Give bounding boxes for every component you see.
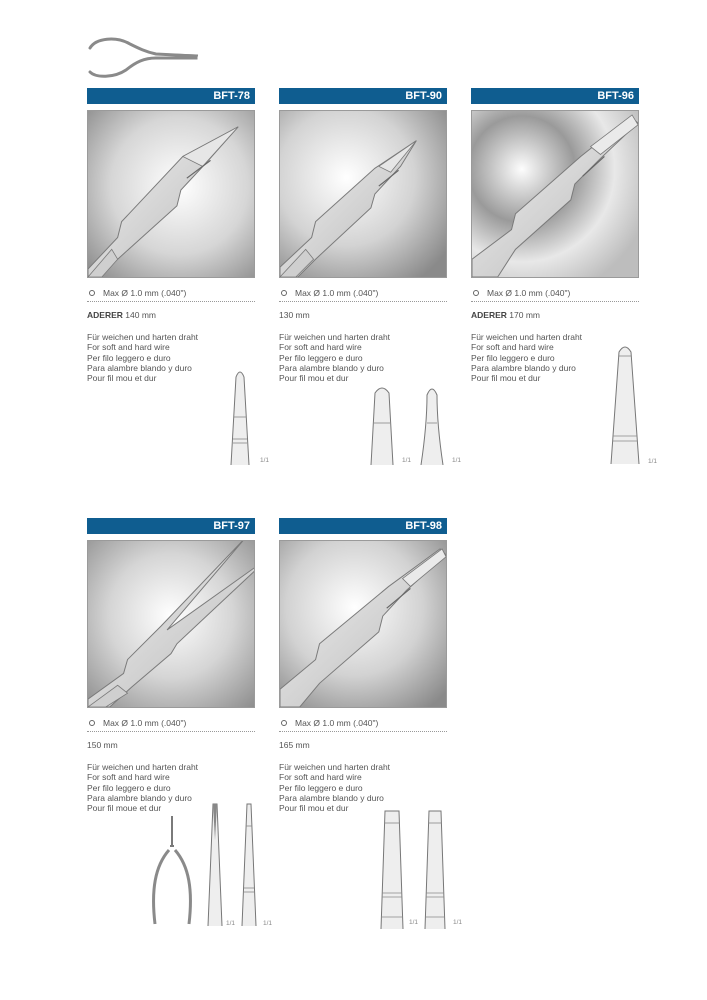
description xyxy=(279,762,447,813)
product-code-header: BFT-96 xyxy=(471,88,639,104)
bullet-icon xyxy=(473,290,479,296)
scale-label: 1/1 xyxy=(263,920,273,927)
model-line xyxy=(279,740,447,752)
description xyxy=(279,332,447,383)
product-photo xyxy=(471,110,639,278)
brand-name: ADERER xyxy=(87,310,123,320)
desc-it: Per filo leggero e duro xyxy=(87,782,171,793)
max-wire-text: Max Ø 1.0 mm (.040") xyxy=(295,718,379,728)
product-photo xyxy=(87,540,255,708)
max-wire-spec xyxy=(279,288,447,302)
model-line xyxy=(87,310,255,322)
desc-fr: Pour fil mou et dur xyxy=(279,373,349,384)
product-card-bft-90 xyxy=(279,88,447,383)
product-card-bft-97 xyxy=(87,518,255,813)
length-value: 150 mm xyxy=(87,740,118,750)
max-wire-text: Max Ø 1.0 mm (.040") xyxy=(295,288,379,298)
desc-de: Für weichen und harten draht xyxy=(87,332,199,342)
scale-label: 1/1 xyxy=(409,919,419,926)
tip-profile-drawing xyxy=(369,385,395,465)
desc-it: Per filo leggero e duro xyxy=(471,352,555,363)
desc-de: Für weichen und harten draht xyxy=(87,762,199,772)
length-value: 140 mm xyxy=(125,310,156,320)
max-wire-spec xyxy=(279,718,447,732)
max-wire-text: Max Ø 1.0 mm (.040") xyxy=(103,718,187,728)
pliers-icon xyxy=(86,36,200,80)
desc-fr: Pour fil mou et dur xyxy=(471,373,541,384)
desc-de: Für weichen und harten draht xyxy=(279,332,391,342)
desc-es: Para alambre blando y duro xyxy=(279,792,384,803)
description xyxy=(87,762,255,813)
product-code-header: BFT-98 xyxy=(279,518,447,534)
desc-it: Per filo leggero e duro xyxy=(279,352,363,363)
product-code-header: BFT-90 xyxy=(279,88,447,104)
length-value: 130 mm xyxy=(279,310,310,320)
scale-label: 1/1 xyxy=(453,919,463,926)
desc-en: For soft and hard wire xyxy=(87,772,170,783)
product-card-bft-96 xyxy=(471,88,639,383)
tip-profile-drawing xyxy=(419,385,445,465)
tip-profile-drawing xyxy=(423,809,447,929)
tip-profile-drawing xyxy=(207,800,223,926)
length-value: 170 mm xyxy=(509,310,540,320)
pliers-small-icon xyxy=(149,816,195,928)
desc-en: For soft and hard wire xyxy=(87,342,170,353)
tip-profile-drawing xyxy=(241,800,257,926)
bullet-icon xyxy=(89,290,95,296)
desc-es: Para alambre blando y duro xyxy=(87,362,192,373)
scale-label: 1/1 xyxy=(648,458,658,465)
desc-es: Para alambre blando y duro xyxy=(279,362,384,373)
desc-de: Für weichen und harten draht xyxy=(279,762,391,772)
bullet-icon xyxy=(281,290,287,296)
tip-profile-drawing xyxy=(229,367,251,465)
scale-label: 1/1 xyxy=(260,457,270,464)
desc-fr: Pour fil moue et dur xyxy=(87,803,162,814)
product-code-header: BFT-78 xyxy=(87,88,255,104)
desc-fr: Pour fil mou et dur xyxy=(279,803,349,814)
max-wire-text: Max Ø 1.0 mm (.040") xyxy=(487,288,571,298)
length-value: 165 mm xyxy=(279,740,310,750)
desc-es: Para alambre blando y duro xyxy=(471,362,576,373)
desc-en: For soft and hard wire xyxy=(279,772,362,783)
model-line xyxy=(471,310,639,322)
product-photo xyxy=(279,540,447,708)
max-wire-spec xyxy=(87,718,255,732)
bullet-icon xyxy=(281,720,287,726)
bullet-icon xyxy=(89,720,95,726)
product-code-header: BFT-97 xyxy=(87,518,255,534)
desc-it: Per filo leggero e duro xyxy=(87,352,171,363)
product-card-bft-98 xyxy=(279,518,447,813)
max-wire-text: Max Ø 1.0 mm (.040") xyxy=(103,288,187,298)
product-photo xyxy=(279,110,447,278)
model-line xyxy=(279,310,447,322)
tip-profile-drawing xyxy=(379,809,405,929)
desc-en: For soft and hard wire xyxy=(279,342,362,353)
max-wire-spec xyxy=(471,288,639,302)
tip-profile-drawing xyxy=(609,344,641,464)
scale-label: 1/1 xyxy=(402,457,412,464)
brand-name: ADERER xyxy=(471,310,507,320)
scale-label: 1/1 xyxy=(452,457,462,464)
desc-es: Para alambre blando y duro xyxy=(87,792,192,803)
product-photo xyxy=(87,110,255,278)
desc-it: Per filo leggero e duro xyxy=(279,782,363,793)
desc-fr: Pour fil mou et dur xyxy=(87,373,157,384)
max-wire-spec xyxy=(87,288,255,302)
desc-de: Für weichen und harten draht xyxy=(471,332,583,342)
model-line xyxy=(87,740,255,752)
product-card-bft-78 xyxy=(87,88,255,383)
desc-en: For soft and hard wire xyxy=(471,342,554,353)
scale-label: 1/1 xyxy=(226,920,236,927)
